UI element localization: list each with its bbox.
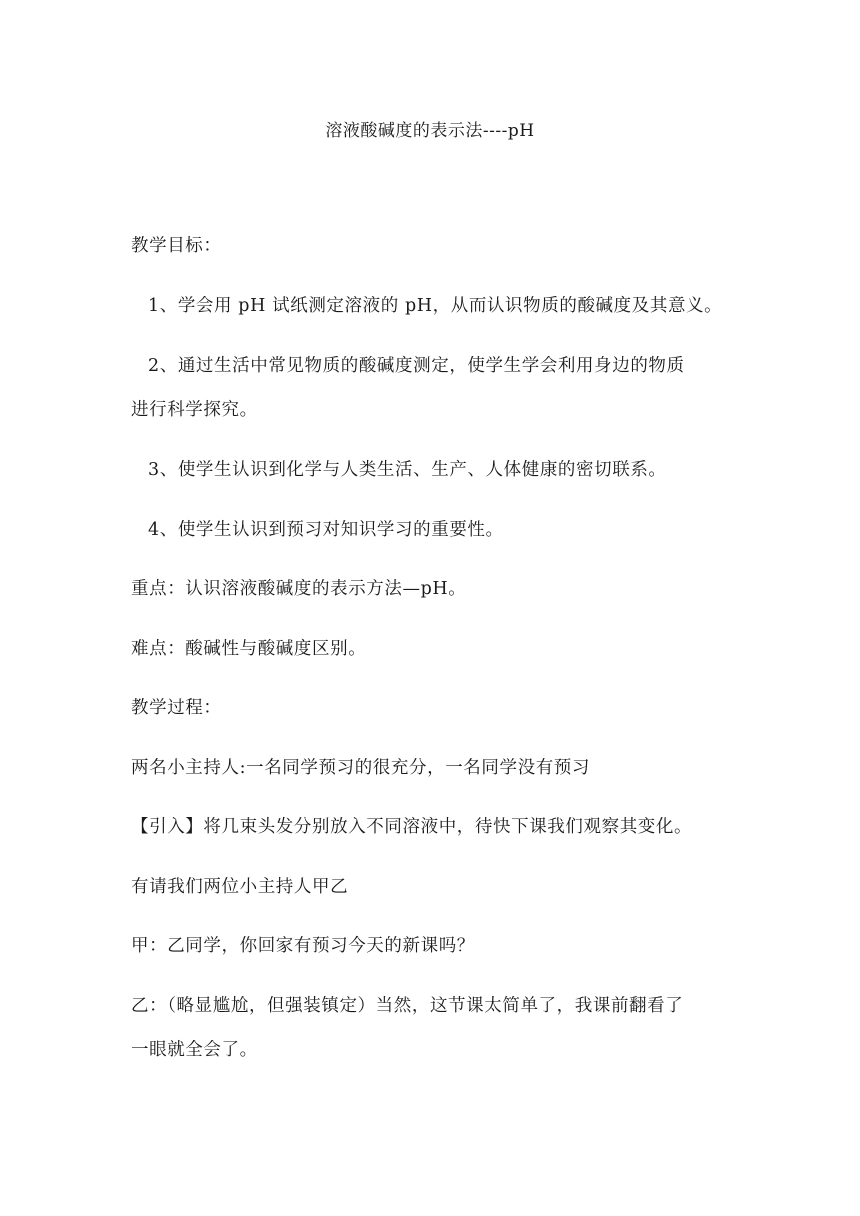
objective-item-4: 4、使学生认识到预习对知识学习的重要性。	[148, 520, 504, 540]
objective-item-3: 3、使学生认识到化学与人类生活、生产、人体健康的密切联系。	[148, 460, 667, 480]
objectives-heading: 教学目标：	[131, 236, 222, 256]
objective-item-2: 2、通过生活中常见物质的酸碱度测定，使学生学会利用身边的物质	[148, 356, 685, 376]
dialogue-jia: 甲：乙同学，你回家有预习今天的新课吗？	[131, 936, 475, 956]
process-heading: 教学过程：	[131, 698, 222, 718]
dialogue-yi: 乙：（略显尴尬，但强装镇定）当然，这节课太简单了，我课前翻看了	[131, 996, 684, 1016]
paragraph-intro: 【引入】将几束头发分别放入不同溶液中，待快下课我们观察其变化。	[131, 817, 693, 837]
key-point: 重点：认识溶液酸碱度的表示方法—pH。	[131, 579, 467, 599]
difficulty: 难点：酸碱性与酸碱度区别。	[131, 639, 367, 659]
objective-item-1: 1、学会用 pH 试纸测定溶液的 pH，从而认识物质的酸碱度及其意义。	[148, 296, 723, 316]
dialogue-yi-continued: 一眼就全会了。	[131, 1040, 258, 1060]
paragraph-hosts: 两名小主持人:一名同学预习的很充分，一名同学没有预习	[131, 758, 590, 778]
objective-item-2-continued: 进行科学探究。	[131, 400, 258, 420]
document-title: 溶液酸碱度的表示法----pH	[325, 121, 535, 141]
paragraph-invite: 有请我们两位小主持人甲乙	[131, 877, 349, 897]
